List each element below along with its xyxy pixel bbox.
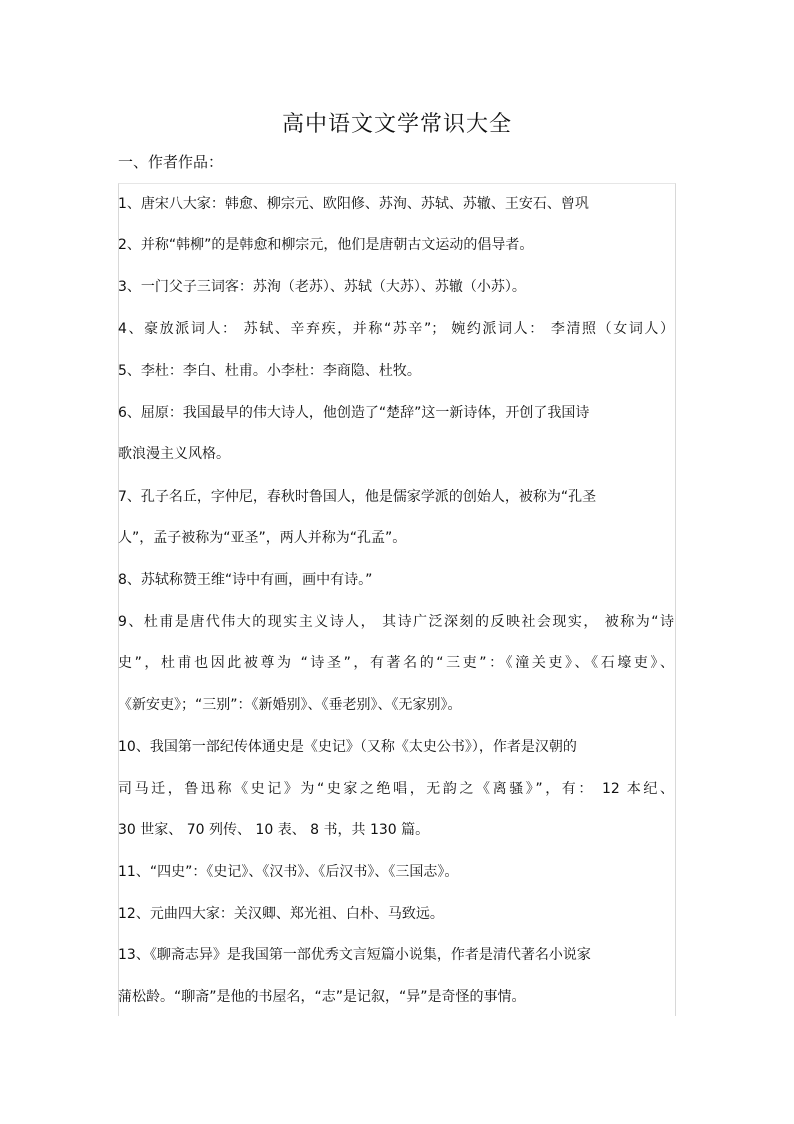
text-line-16: 30 世家、 70 列传、 10 表、 8 书，共 130 篇。 [118,822,430,838]
section-heading: 一、作者作品： [118,153,224,171]
text-line-11: 9、杜甫是唐代伟大的现实主义诗人， 其诗广泛深刻的反映社会现实， 被称为“诗 [118,614,674,630]
text-line-19: 13、《聊斋志异》是我国第一部优秀文言短篇小说集，作者是清代著名小说家 [118,947,591,963]
text-line-14: 10、我国第一部纪传体通史是《史记》（又称《太史公书》），作者是汉朝的 [118,739,577,755]
text-line-4: 4、豪放派词人： 苏轼、辛弃疾，并称“苏辛”； 婉约派词人： 李清照（女词人） [118,321,674,337]
text-line-2: 2、并称“韩柳”的是韩愈和柳宗元，他们是唐朝古文运动的倡导者。 [118,237,534,253]
text-line-9: 人”，孟子被称为“亚圣”，两人并称为“孔孟”。 [118,530,407,546]
text-line-7: 歌浪漫主义风格。 [118,446,230,462]
text-line-12: 史”，杜甫也因此被尊为 “诗圣”，有著名的“三吏”：《潼关吏》、《石壕吏》、 [118,655,674,671]
text-line-17: 11、“四史”：《史记》、《汉书》、《后汉书》、《三国志》。 [118,864,459,880]
text-line-13: 《新安吏》；“三别”：《新婚别》、《垂老别》、《无家别》。 [118,697,462,713]
text-line-18: 12、元曲四大家：关汉卿、郑光祖、白朴、马致远。 [118,906,444,922]
text-line-8: 7、孔子名丘，字仲尼，春秋时鲁国人，他是儒家学派的创始人，被称为“孔圣 [118,489,597,505]
text-line-10: 8、苏轼称赞王维“诗中有画，画中有诗。” [118,572,373,588]
text-line-6: 6、屈原：我国最早的伟大诗人，他创造了“楚辞”这一新诗体，开创了我国诗 [118,405,590,421]
text-line-15: 司马迁，鲁迅称《史记》为“史家之绝唱，无韵之《离骚》”，有： 12 本纪、 [118,781,674,797]
content-frame [118,183,676,1016]
text-line-5: 5、李杜：李白、杜甫。小李杜：李商隐、杜牧。 [118,363,421,379]
text-line-1: 1、唐宋八大家：韩愈、柳宗元、欧阳修、苏洵、苏轼、苏辙、王安石、曾巩 [118,196,589,212]
page-title: 高中语文文学常识大全 [281,112,512,137]
text-line-3: 3、一门父子三词客：苏洵（老苏）、苏轼（大苏）、苏辙（小苏）。 [118,279,526,295]
text-line-20: 蒲松龄。“聊斋”是他的书屋名，“志”是记叙，“异”是奇怪的事情。 [118,989,526,1005]
